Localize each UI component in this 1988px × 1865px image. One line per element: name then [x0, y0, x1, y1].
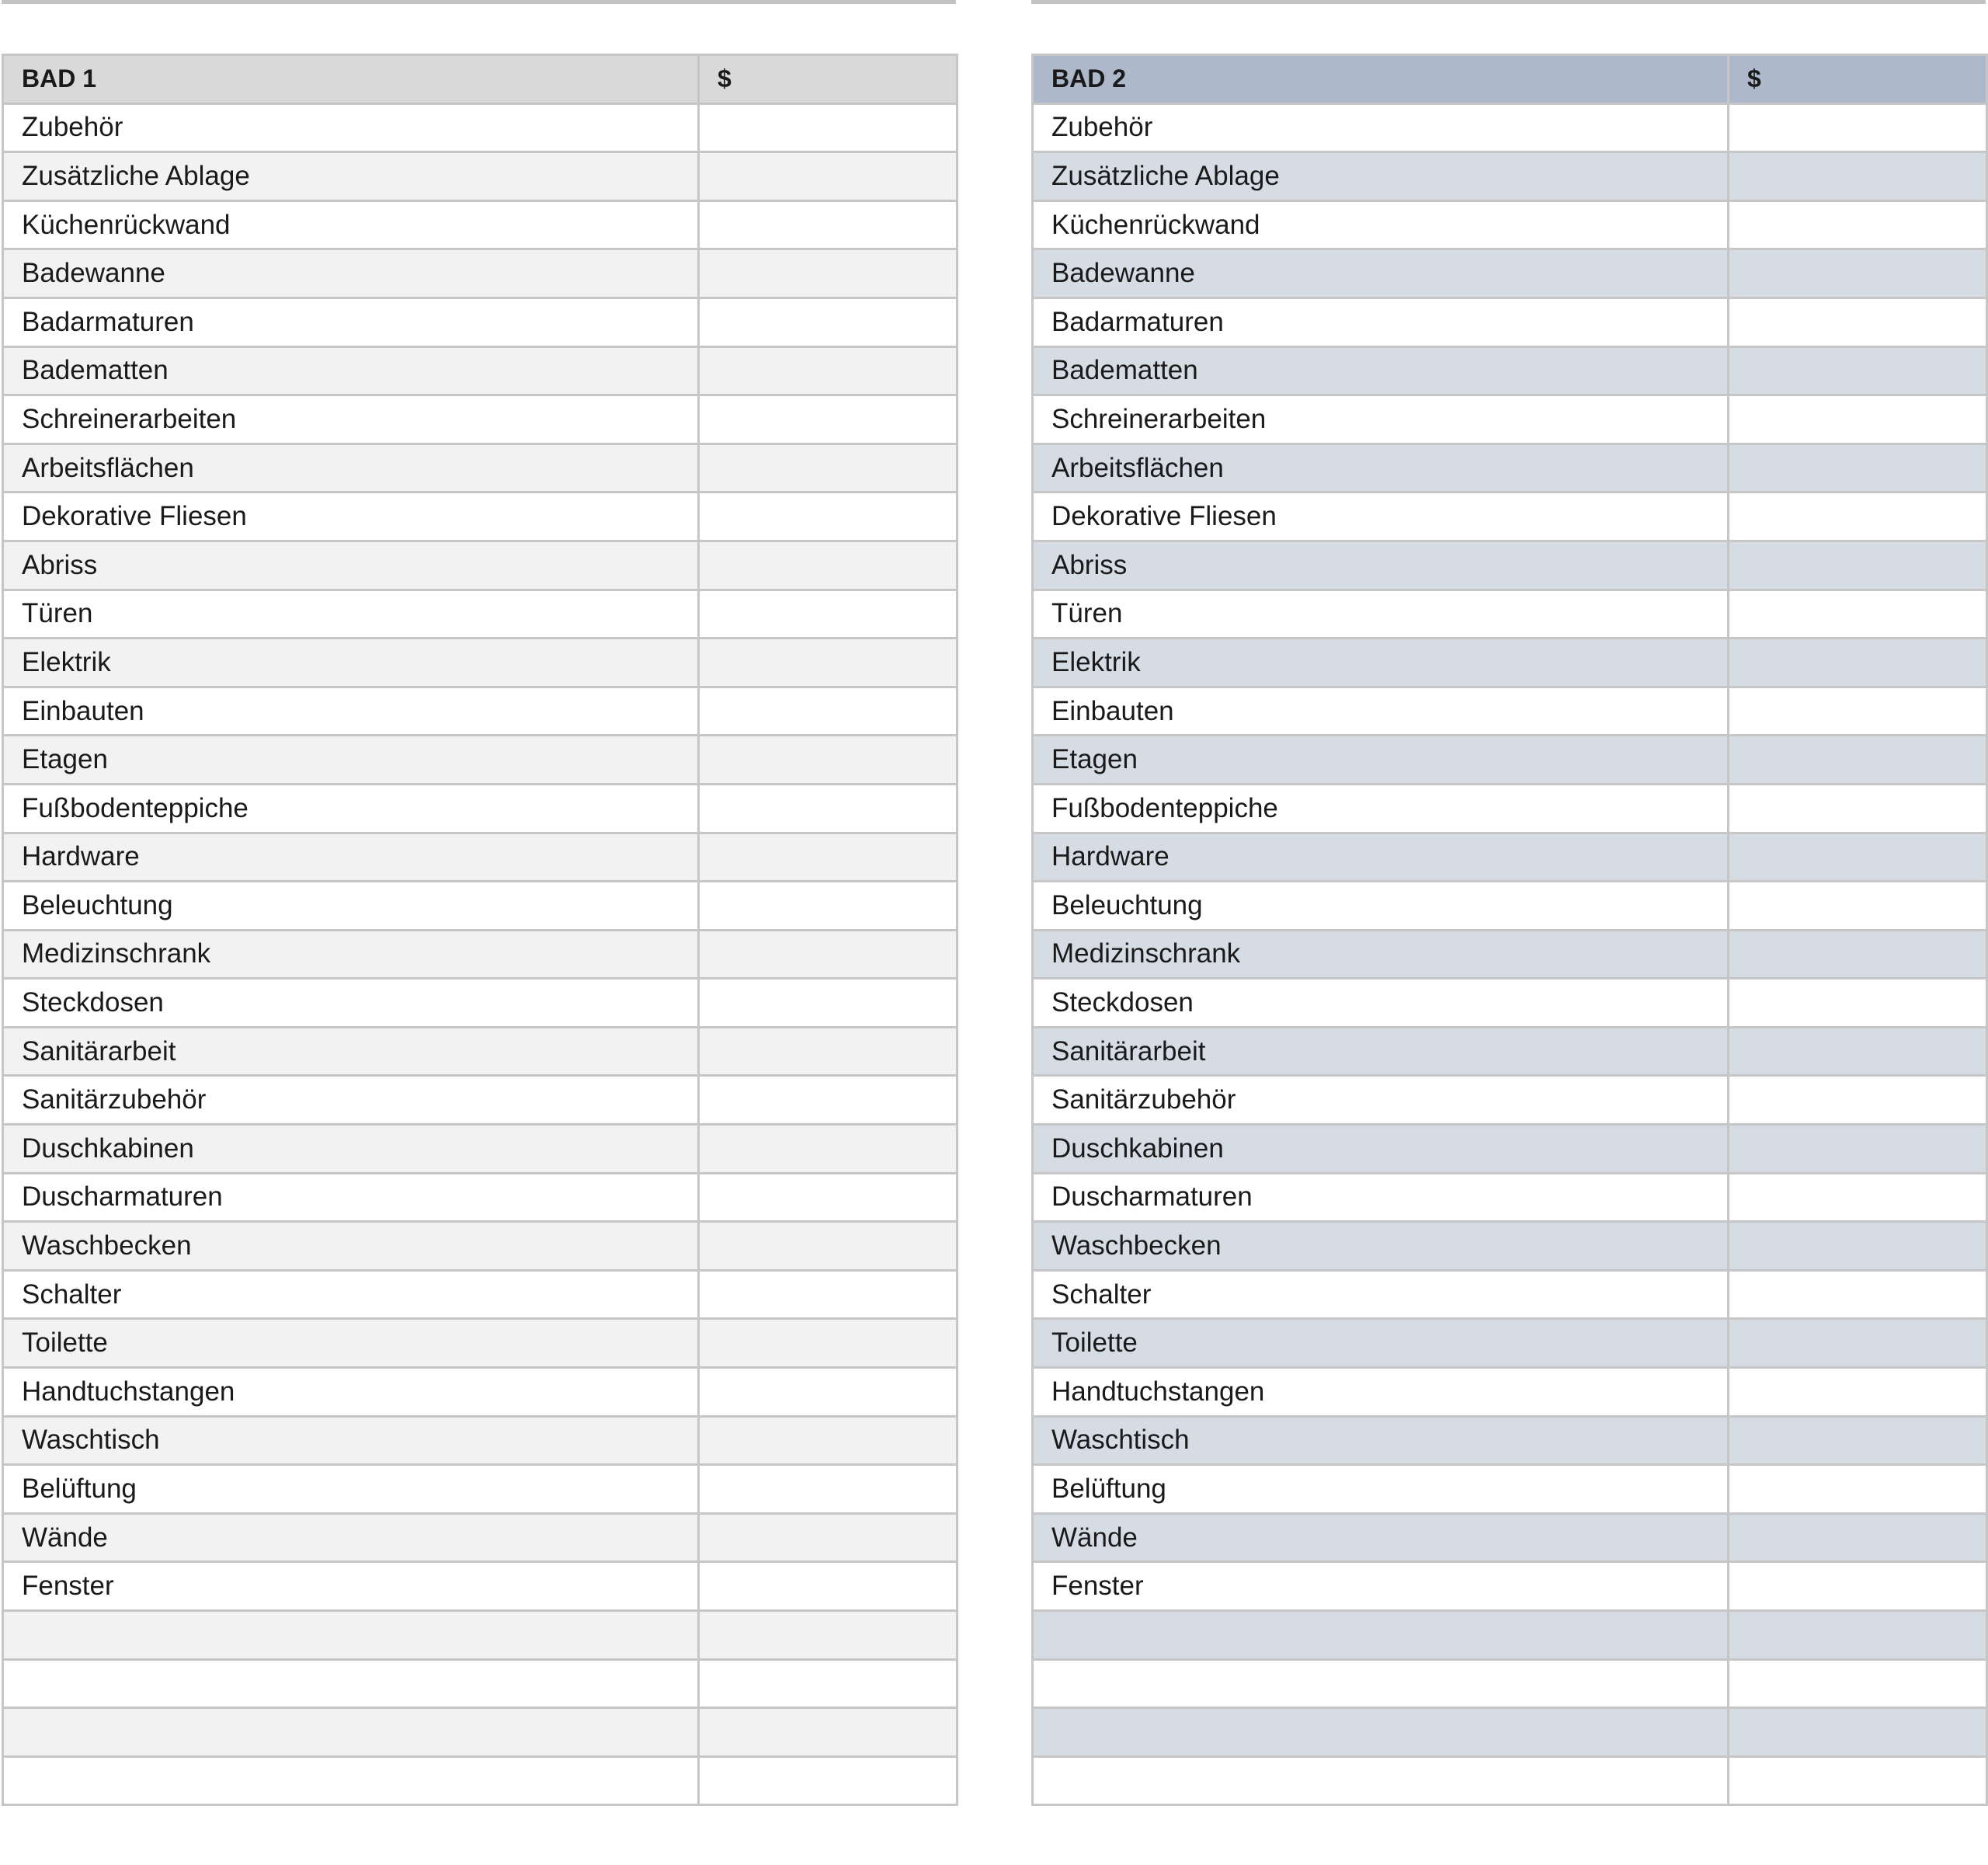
- table-row: [3, 833, 958, 882]
- table-row: [3, 1270, 958, 1319]
- item-cell[interactable]: Fenster: [1033, 1562, 1729, 1611]
- item-cell[interactable]: Steckdosen: [3, 979, 699, 1028]
- item-cell[interactable]: Badarmaturen: [1033, 297, 1729, 346]
- item-cell[interactable]: Duscharmaturen: [1033, 1173, 1729, 1222]
- item-cell[interactable]: Schreinerarbeiten: [3, 395, 699, 444]
- table-row: [1033, 1222, 1987, 1271]
- item-cell[interactable]: Türen: [3, 590, 699, 638]
- bad-1-cost-table: [2, 54, 958, 1806]
- item-cell[interactable]: Medizinschrank: [1033, 930, 1729, 979]
- table-row: [3, 882, 958, 931]
- cost-cell[interactable]: [699, 200, 958, 249]
- cost-cell[interactable]: [699, 590, 958, 638]
- table-row: [3, 1368, 958, 1417]
- item-cell[interactable]: Duschkabinen: [3, 1125, 699, 1174]
- cost-cell[interactable]: [1729, 833, 1987, 882]
- item-cell[interactable]: Zubehör: [3, 103, 699, 152]
- cost-cell[interactable]: [699, 492, 958, 541]
- cost-cell[interactable]: [1729, 1368, 1987, 1417]
- table-row: [1033, 1756, 1987, 1805]
- item-cell[interactable]: Einbauten: [3, 687, 699, 736]
- cost-cell[interactable]: [699, 736, 958, 785]
- cost-cell[interactable]: [1729, 1513, 1987, 1562]
- table-row: [3, 1562, 958, 1611]
- cost-cell[interactable]: [699, 1659, 958, 1708]
- cost-cell[interactable]: [699, 541, 958, 590]
- table-row: [1033, 882, 1987, 931]
- cost-cell[interactable]: [1729, 1756, 1987, 1805]
- table-row: [1033, 833, 1987, 882]
- table-row: [3, 444, 958, 492]
- cost-cell[interactable]: [699, 103, 958, 152]
- table-row: [1033, 638, 1987, 687]
- cost-cell[interactable]: [1729, 687, 1987, 736]
- item-cell[interactable]: Belüftung: [1033, 1465, 1729, 1514]
- item-cell[interactable]: Handtuchstangen: [3, 1368, 699, 1417]
- table-row: [3, 1222, 958, 1271]
- item-cell[interactable]: Zusätzliche Ablage: [3, 152, 699, 201]
- item-cell[interactable]: Toilette: [1033, 1319, 1729, 1368]
- item-cell[interactable]: Waschtisch: [3, 1416, 699, 1465]
- item-cell[interactable]: Duscharmaturen: [3, 1173, 699, 1222]
- item-cell[interactable]: Küchenrückwand: [3, 200, 699, 249]
- item-cell[interactable]: Badewanne: [1033, 249, 1729, 298]
- cost-cell[interactable]: [699, 1513, 958, 1562]
- item-cell[interactable]: Badematten: [1033, 346, 1729, 395]
- table-row: [1033, 930, 1987, 979]
- item-cell[interactable]: Zusätzliche Ablage: [1033, 152, 1729, 201]
- item-cell[interactable]: Etagen: [1033, 736, 1729, 785]
- table-row: [3, 346, 958, 395]
- table-row: [1033, 541, 1987, 590]
- cost-cell[interactable]: [699, 1270, 958, 1319]
- cost-cell[interactable]: [1729, 1173, 1987, 1222]
- table-row: [3, 1027, 958, 1076]
- cost-cell[interactable]: [699, 687, 958, 736]
- item-cell[interactable]: Steckdosen: [1033, 979, 1729, 1028]
- item-cell[interactable]: [3, 1708, 699, 1757]
- table-row: [3, 1611, 958, 1660]
- cost-cell[interactable]: [699, 930, 958, 979]
- item-cell[interactable]: Belüftung: [3, 1465, 699, 1514]
- table-row: [3, 249, 958, 298]
- table-row: [1033, 444, 1987, 492]
- table-title: BAD 1: [3, 55, 699, 104]
- item-cell[interactable]: Arbeitsflächen: [1033, 444, 1729, 492]
- cost-cell[interactable]: [1729, 1708, 1987, 1757]
- table-row: [1033, 1659, 1987, 1708]
- cost-cell[interactable]: [1729, 249, 1987, 298]
- cost-cell[interactable]: [1729, 736, 1987, 785]
- cost-cell[interactable]: [1729, 1222, 1987, 1271]
- item-cell[interactable]: Badewanne: [3, 249, 699, 298]
- table-row: [1033, 1416, 1987, 1465]
- cost-cell[interactable]: [699, 1611, 958, 1660]
- table-row: [1033, 103, 1987, 152]
- cost-cell[interactable]: [1729, 1416, 1987, 1465]
- table-row: [3, 1173, 958, 1222]
- table-row: [3, 1513, 958, 1562]
- item-cell[interactable]: Etagen: [3, 736, 699, 785]
- table-row: [1033, 1368, 1987, 1417]
- table-row: [3, 1659, 958, 1708]
- cost-cell[interactable]: [1729, 152, 1987, 201]
- top-divider-left: [2, 0, 956, 4]
- table-row: [3, 1125, 958, 1174]
- cost-cell[interactable]: [699, 297, 958, 346]
- item-cell[interactable]: Sanitärzubehör: [1033, 1076, 1729, 1125]
- table-row: [3, 1756, 958, 1805]
- cost-cell[interactable]: [1729, 346, 1987, 395]
- cost-cell[interactable]: [699, 152, 958, 201]
- cost-cell[interactable]: [1729, 784, 1987, 833]
- cost-cell[interactable]: [1729, 1027, 1987, 1076]
- table-row: [1033, 492, 1987, 541]
- table-row: [3, 590, 958, 638]
- table-row: [3, 492, 958, 541]
- cost-cell[interactable]: [699, 638, 958, 687]
- item-cell[interactable]: Abriss: [3, 541, 699, 590]
- table-row: [1033, 1270, 1987, 1319]
- item-cell[interactable]: Schalter: [1033, 1270, 1729, 1319]
- item-cell[interactable]: Wände: [3, 1513, 699, 1562]
- table-row: [3, 541, 958, 590]
- cost-cell[interactable]: [699, 1076, 958, 1125]
- table-row: [1033, 979, 1987, 1028]
- cost-cell[interactable]: [1729, 444, 1987, 492]
- cost-cell[interactable]: [1729, 930, 1987, 979]
- cost-cell[interactable]: [699, 395, 958, 444]
- table-row: [3, 1465, 958, 1514]
- item-cell[interactable]: Einbauten: [1033, 687, 1729, 736]
- item-cell[interactable]: Waschbecken: [3, 1222, 699, 1271]
- cost-cell[interactable]: [1729, 882, 1987, 931]
- table-row: [3, 979, 958, 1028]
- item-cell[interactable]: Dekorative Fliesen: [3, 492, 699, 541]
- item-cell[interactable]: Duschkabinen: [1033, 1125, 1729, 1174]
- table-row: [3, 687, 958, 736]
- item-cell[interactable]: Medizinschrank: [3, 930, 699, 979]
- item-cell[interactable]: Toilette: [3, 1319, 699, 1368]
- cost-cell[interactable]: [1729, 590, 1987, 638]
- table-row: [3, 1416, 958, 1465]
- item-cell[interactable]: Waschbecken: [1033, 1222, 1729, 1271]
- cost-cell[interactable]: [1729, 1611, 1987, 1660]
- item-cell[interactable]: Hardware: [3, 833, 699, 882]
- table-row: [1033, 1513, 1987, 1562]
- table-row: [1033, 346, 1987, 395]
- cost-cell[interactable]: [699, 1756, 958, 1805]
- item-cell[interactable]: Sanitärzubehör: [3, 1076, 699, 1125]
- cost-cell[interactable]: [1729, 541, 1987, 590]
- table-row: [1033, 1125, 1987, 1174]
- item-cell[interactable]: Dekorative Fliesen: [1033, 492, 1729, 541]
- table-row: [1033, 784, 1987, 833]
- table-row: [1033, 1562, 1987, 1611]
- table-row: [3, 103, 958, 152]
- cost-cell[interactable]: [1729, 200, 1987, 249]
- cost-cell[interactable]: [699, 1125, 958, 1174]
- cost-cell[interactable]: [1729, 1076, 1987, 1125]
- item-cell[interactable]: Elektrik: [1033, 638, 1729, 687]
- currency-column-header: $: [699, 55, 958, 104]
- cost-cell[interactable]: [1729, 103, 1987, 152]
- cost-cell[interactable]: [1729, 297, 1987, 346]
- table-row: [1033, 152, 1987, 201]
- cost-cell[interactable]: [699, 444, 958, 492]
- table-row: [1033, 395, 1987, 444]
- table-row: [3, 1708, 958, 1757]
- cost-cell[interactable]: [1729, 492, 1987, 541]
- cost-cell[interactable]: [1729, 1659, 1987, 1708]
- item-cell[interactable]: Waschtisch: [1033, 1416, 1729, 1465]
- item-cell[interactable]: Beleuchtung: [3, 882, 699, 931]
- item-cell[interactable]: [1033, 1659, 1729, 1708]
- item-cell[interactable]: Elektrik: [3, 638, 699, 687]
- bad-2-cost-table: [1031, 54, 1988, 1806]
- item-cell[interactable]: Handtuchstangen: [1033, 1368, 1729, 1417]
- table-row: [1033, 249, 1987, 298]
- table-row: [1033, 736, 1987, 785]
- table-row: [1033, 1708, 1987, 1757]
- table-row: [1033, 1173, 1987, 1222]
- table-row: [3, 930, 958, 979]
- table-header-row: [3, 55, 958, 104]
- cost-cell[interactable]: [1729, 1319, 1987, 1368]
- table-row: [3, 638, 958, 687]
- cost-cell[interactable]: [699, 833, 958, 882]
- table-row: [1033, 687, 1987, 736]
- table-row: [3, 297, 958, 346]
- item-cell[interactable]: [1033, 1611, 1729, 1660]
- item-cell[interactable]: Beleuchtung: [1033, 882, 1729, 931]
- cost-cell[interactable]: [699, 1562, 958, 1611]
- item-cell[interactable]: Küchenrückwand: [1033, 200, 1729, 249]
- item-cell[interactable]: [3, 1611, 699, 1660]
- item-cell[interactable]: Fußbodenteppiche: [1033, 784, 1729, 833]
- table-row: [1033, 200, 1987, 249]
- item-cell[interactable]: Wände: [1033, 1513, 1729, 1562]
- item-cell[interactable]: [3, 1756, 699, 1805]
- item-cell[interactable]: Fenster: [3, 1562, 699, 1611]
- table-row: [3, 1076, 958, 1125]
- cost-cell[interactable]: [699, 1416, 958, 1465]
- item-cell[interactable]: Arbeitsflächen: [3, 444, 699, 492]
- table-row: [3, 784, 958, 833]
- cost-cell[interactable]: [1729, 1562, 1987, 1611]
- cost-cell[interactable]: [1729, 979, 1987, 1028]
- cost-cell[interactable]: [699, 1319, 958, 1368]
- cost-cell[interactable]: [699, 1027, 958, 1076]
- table-row: [1033, 1611, 1987, 1660]
- cost-cell[interactable]: [699, 1222, 958, 1271]
- top-divider-right: [1031, 0, 1986, 4]
- item-cell[interactable]: Fußbodenteppiche: [3, 784, 699, 833]
- item-cell[interactable]: [1033, 1756, 1729, 1805]
- item-cell[interactable]: Sanitärarbeit: [3, 1027, 699, 1076]
- table-row: [3, 152, 958, 201]
- item-cell[interactable]: Abriss: [1033, 541, 1729, 590]
- item-cell[interactable]: Türen: [1033, 590, 1729, 638]
- table-header-row: [1033, 55, 1987, 104]
- cost-cell[interactable]: [1729, 1270, 1987, 1319]
- table-row: [3, 395, 958, 444]
- table-row: [3, 200, 958, 249]
- cost-cell[interactable]: [1729, 1125, 1987, 1174]
- cost-cell[interactable]: [1729, 638, 1987, 687]
- table-row: [3, 1319, 958, 1368]
- cost-cell[interactable]: [699, 1368, 958, 1417]
- item-cell[interactable]: Badematten: [3, 346, 699, 395]
- table-row: [1033, 297, 1987, 346]
- table-title: BAD 2: [1033, 55, 1729, 104]
- cost-cell[interactable]: [699, 249, 958, 298]
- cost-cell[interactable]: [699, 979, 958, 1028]
- item-cell[interactable]: Zubehör: [1033, 103, 1729, 152]
- item-cell[interactable]: Badarmaturen: [3, 297, 699, 346]
- table-row: [3, 736, 958, 785]
- item-cell[interactable]: Schalter: [3, 1270, 699, 1319]
- currency-column-header: $: [1729, 55, 1987, 104]
- cost-cell[interactable]: [699, 1173, 958, 1222]
- item-cell[interactable]: [1033, 1708, 1729, 1757]
- cost-cell[interactable]: [699, 882, 958, 931]
- item-cell[interactable]: Hardware: [1033, 833, 1729, 882]
- table-row: [1033, 1465, 1987, 1514]
- cost-cell[interactable]: [1729, 1465, 1987, 1514]
- table-row: [1033, 1319, 1987, 1368]
- table-row: [1033, 1076, 1987, 1125]
- table-row: [1033, 1027, 1987, 1076]
- item-cell[interactable]: Schreinerarbeiten: [1033, 395, 1729, 444]
- item-cell[interactable]: [3, 1659, 699, 1708]
- cost-cell[interactable]: [699, 1465, 958, 1514]
- cost-cell[interactable]: [699, 1708, 958, 1757]
- cost-cell[interactable]: [699, 784, 958, 833]
- item-cell[interactable]: Sanitärarbeit: [1033, 1027, 1729, 1076]
- cost-cell[interactable]: [1729, 395, 1987, 444]
- cost-cell[interactable]: [699, 346, 958, 395]
- table-row: [1033, 590, 1987, 638]
